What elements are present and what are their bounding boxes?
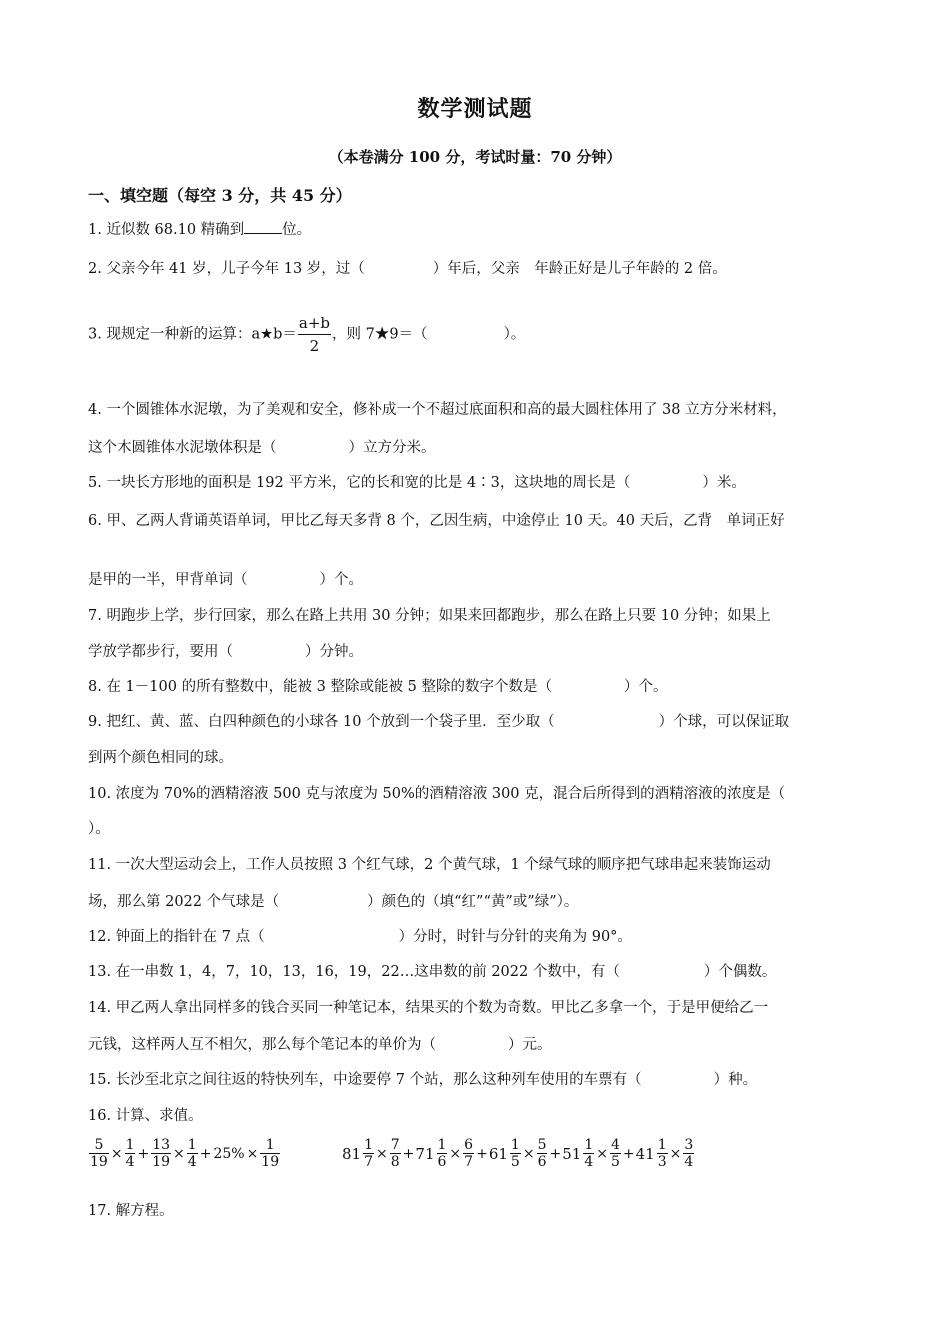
- question-1: [88, 218, 311, 239]
- denominator: 19: [90, 1154, 108, 1170]
- question-8-text: 8. 在 1－100 的所有整数中，能被 3 整除或能被 5 整除的数字个数是（: [88, 679, 552, 695]
- question-7-text: 学放学都步行，要用（: [88, 644, 233, 660]
- numerator: 7: [390, 1137, 400, 1153]
- denominator: 19: [261, 1154, 280, 1170]
- question-1-text: 1. 近似数 68.10 精确到: [88, 222, 245, 238]
- question-15: [88, 1068, 757, 1089]
- question-6-line-2: [88, 568, 363, 589]
- question-6-tail: ）个。: [319, 572, 363, 588]
- question-7-line-2: [88, 640, 363, 661]
- numerator: 1: [657, 1137, 667, 1153]
- numerator: 1: [437, 1137, 447, 1153]
- denominator: 5: [510, 1154, 520, 1170]
- denominator: 19: [152, 1154, 171, 1170]
- question-12: [88, 925, 632, 946]
- fraction: [390, 1137, 401, 1170]
- mixed-integer: 81: [342, 1144, 362, 1163]
- denominator: 5: [610, 1154, 620, 1170]
- question-2-tail: ）年后，父亲 年龄正好是儿子年龄的 2 倍。: [432, 261, 727, 277]
- fraction: [610, 1137, 621, 1170]
- mixed-integer: 71: [415, 1144, 435, 1163]
- question-3-text: 3. 现规定一种新的运算：a★b＝: [88, 326, 297, 343]
- fraction-5-19: [89, 1137, 109, 1170]
- question-9-line-2: 到两个颜色相同的球。: [88, 750, 233, 766]
- question-2-text: 2. 父亲今年 41 岁，儿子今年 13 岁，过（: [88, 261, 365, 277]
- question-12-tail: ）分时，时针与分针的夹角为 90°。: [398, 929, 632, 945]
- numerator: 5: [537, 1137, 547, 1153]
- numerator: 1: [584, 1137, 594, 1153]
- question-8-tail: ）个。: [623, 679, 668, 695]
- numerator: 1: [510, 1137, 520, 1153]
- numerator: 4: [610, 1137, 620, 1153]
- fraction-1-4: [125, 1137, 136, 1170]
- denominator: 8: [390, 1154, 400, 1170]
- times-sign: ×: [596, 1145, 608, 1162]
- question-13-tail: ）个偶数。: [703, 964, 777, 980]
- question-10-line-1: 10. 浓度为 70%的酒精溶液 500 克与浓度为 50%的酒精溶液 300 克，混合后所得到的酒精溶液的浓度是（: [88, 786, 786, 802]
- numerator: 13: [152, 1137, 171, 1153]
- question-6-line-1: 6. 甲、乙两人背诵英语单词，甲比乙每天多背 8 个，乙因生病，中途停止 10 天。40 天后，乙背 单词正好: [88, 513, 785, 529]
- question-3-mid: ，则 7★9＝（: [332, 326, 428, 343]
- answer-blank-1[interactable]: [244, 219, 282, 234]
- question-9-text: 9. 把红、黄、蓝、白四种颜色的小球各 10 个放到一个袋子里．至少取（: [88, 714, 555, 730]
- fraction-13-19: [151, 1137, 171, 1170]
- fraction: [510, 1137, 521, 1170]
- denominator: 4: [187, 1154, 197, 1170]
- question-16: 16. 计算、求值。: [88, 1108, 203, 1124]
- percent-value: 25%: [213, 1145, 245, 1162]
- numerator: 1: [125, 1137, 135, 1153]
- question-6-text: 是甲的一半，甲背单词（: [88, 572, 248, 588]
- fraction: [683, 1137, 694, 1170]
- fraction: [583, 1137, 594, 1170]
- denominator: 7: [464, 1154, 474, 1170]
- times-sign: ×: [669, 1145, 682, 1162]
- plus-sign: +: [199, 1145, 212, 1162]
- denominator: 6: [537, 1154, 547, 1170]
- calc-expression-1: [88, 1137, 281, 1170]
- denominator: 4: [125, 1154, 135, 1170]
- question-5-tail: ）米。: [702, 475, 746, 491]
- numerator: 1: [364, 1137, 374, 1153]
- times-sign: ×: [376, 1145, 388, 1162]
- mixed-integer: 41: [635, 1144, 655, 1163]
- fraction: [363, 1137, 374, 1170]
- times-sign: ×: [110, 1145, 123, 1162]
- times-sign: ×: [246, 1145, 259, 1162]
- numerator: 3: [684, 1137, 694, 1153]
- question-4-tail: ）立方分米。: [348, 440, 436, 456]
- section-heading-fill-blank: 一、填空题（每空 3 分，共 45 分）: [88, 186, 352, 205]
- denominator: 3: [657, 1154, 667, 1170]
- numerator: 6: [464, 1137, 474, 1153]
- plus-sign: +: [549, 1145, 562, 1162]
- page-subtitle: （本卷满分 100 分，考试时量：70 分钟）: [328, 148, 622, 166]
- fraction: [537, 1137, 548, 1170]
- question-14-line-2: [88, 1033, 552, 1054]
- fraction-1-4: [187, 1137, 198, 1170]
- denominator: 6: [437, 1154, 447, 1170]
- question-3: [88, 312, 525, 357]
- question-10-tail: ）。: [88, 821, 110, 837]
- question-12-text: 12. 钟面上的指针在 7 点（: [88, 929, 265, 945]
- question-13-text: 13. 在一串数 1，4，7，10，13，16，19，22…这串数的前 2022 个数中，有（: [88, 964, 620, 980]
- fraction: [657, 1137, 668, 1170]
- question-14-tail: ）元。: [508, 1037, 552, 1053]
- question-15-text: 15. 长沙至北京之间往返的特快列车，中途要停 7 个站，那么这种列车使用的车票有（: [88, 1072, 642, 1088]
- times-sign: ×: [449, 1145, 462, 1162]
- fraction-a-plus-b-over-2: [298, 312, 331, 357]
- denominator: 7: [364, 1154, 374, 1170]
- mixed-integer: 61: [488, 1144, 508, 1163]
- question-7-line-1: 7. 明跑步上学，步行回家，那么在路上共用 30 分钟；如果来回都跑步，那么在路上只要 10 分钟；如果上: [88, 608, 771, 624]
- question-11-text: 场，那么第 2022 个气球是（: [88, 894, 280, 910]
- denominator: 4: [584, 1154, 594, 1170]
- question-14-line-1: 14. 甲乙两人拿出同样多的钱合买同一种笔记本，结果买的个数为奇数。甲比乙多拿一个，于是甲便给乙一: [88, 1000, 769, 1016]
- question-4-text: 这个木圆锥体水泥墩体积是（: [88, 440, 277, 456]
- numerator: 1: [265, 1137, 275, 1153]
- question-7-tail: ）分钟。: [305, 644, 363, 660]
- plus-sign: +: [402, 1145, 415, 1162]
- question-4-line-2: [88, 436, 436, 457]
- plus-sign: +: [137, 1145, 150, 1162]
- fraction-denominator: 2: [298, 334, 331, 357]
- page-title: 数学测试题: [417, 96, 533, 122]
- question-3-tail: ）。: [503, 326, 526, 343]
- question-9-mid: ）个球，可以保证取: [658, 714, 790, 730]
- question-9-line-1: [88, 710, 789, 731]
- fraction: [463, 1137, 474, 1170]
- numerator: 5: [94, 1137, 104, 1153]
- question-13: [88, 960, 776, 981]
- fraction: [437, 1137, 448, 1170]
- question-15-tail: ）种。: [713, 1072, 758, 1088]
- denominator: 4: [684, 1154, 694, 1170]
- question-11-line-2: [88, 890, 578, 911]
- question-14-text: 元钱，这样两人互不相欠，那么每个笔记本的单价为（: [88, 1037, 436, 1053]
- plus-sign: +: [622, 1145, 635, 1162]
- question-1-tail: 位。: [282, 222, 312, 238]
- question-11-tail: ）颜色的（填“红”“黄”或”绿”）。: [367, 894, 579, 910]
- question-5: [88, 471, 746, 492]
- question-17: 17. 解方程。: [88, 1203, 174, 1219]
- question-10-line-2[interactable]: [88, 817, 110, 838]
- fraction-1-19: [260, 1137, 280, 1170]
- times-sign: ×: [522, 1145, 535, 1162]
- mixed-integer: 51: [562, 1144, 582, 1163]
- numerator: 1: [187, 1137, 197, 1153]
- question-8: [88, 675, 667, 696]
- question-11-line-1: 11. 一次大型运动会上，工作人员按照 3 个红气球，2 个黄气球，1 个绿气球的顺序把气球串起来装饰运动: [88, 857, 771, 873]
- times-sign: ×: [173, 1145, 185, 1162]
- fraction-numerator: a+b: [298, 314, 330, 332]
- question-2: [88, 257, 727, 278]
- question-4-line-1: 4. 一个圆锥体水泥墩，为了美观和安全，修补成一个不超过底面积和高的最大圆柱体用了 38 立方分米材料，: [88, 402, 787, 418]
- question-5-text: 5. 一块长方形地的面积是 192 平方米，它的长和宽的比是 4∶3，这块地的周长是（: [88, 475, 631, 491]
- calc-expression-2: [342, 1137, 695, 1170]
- plus-sign: +: [476, 1145, 488, 1162]
